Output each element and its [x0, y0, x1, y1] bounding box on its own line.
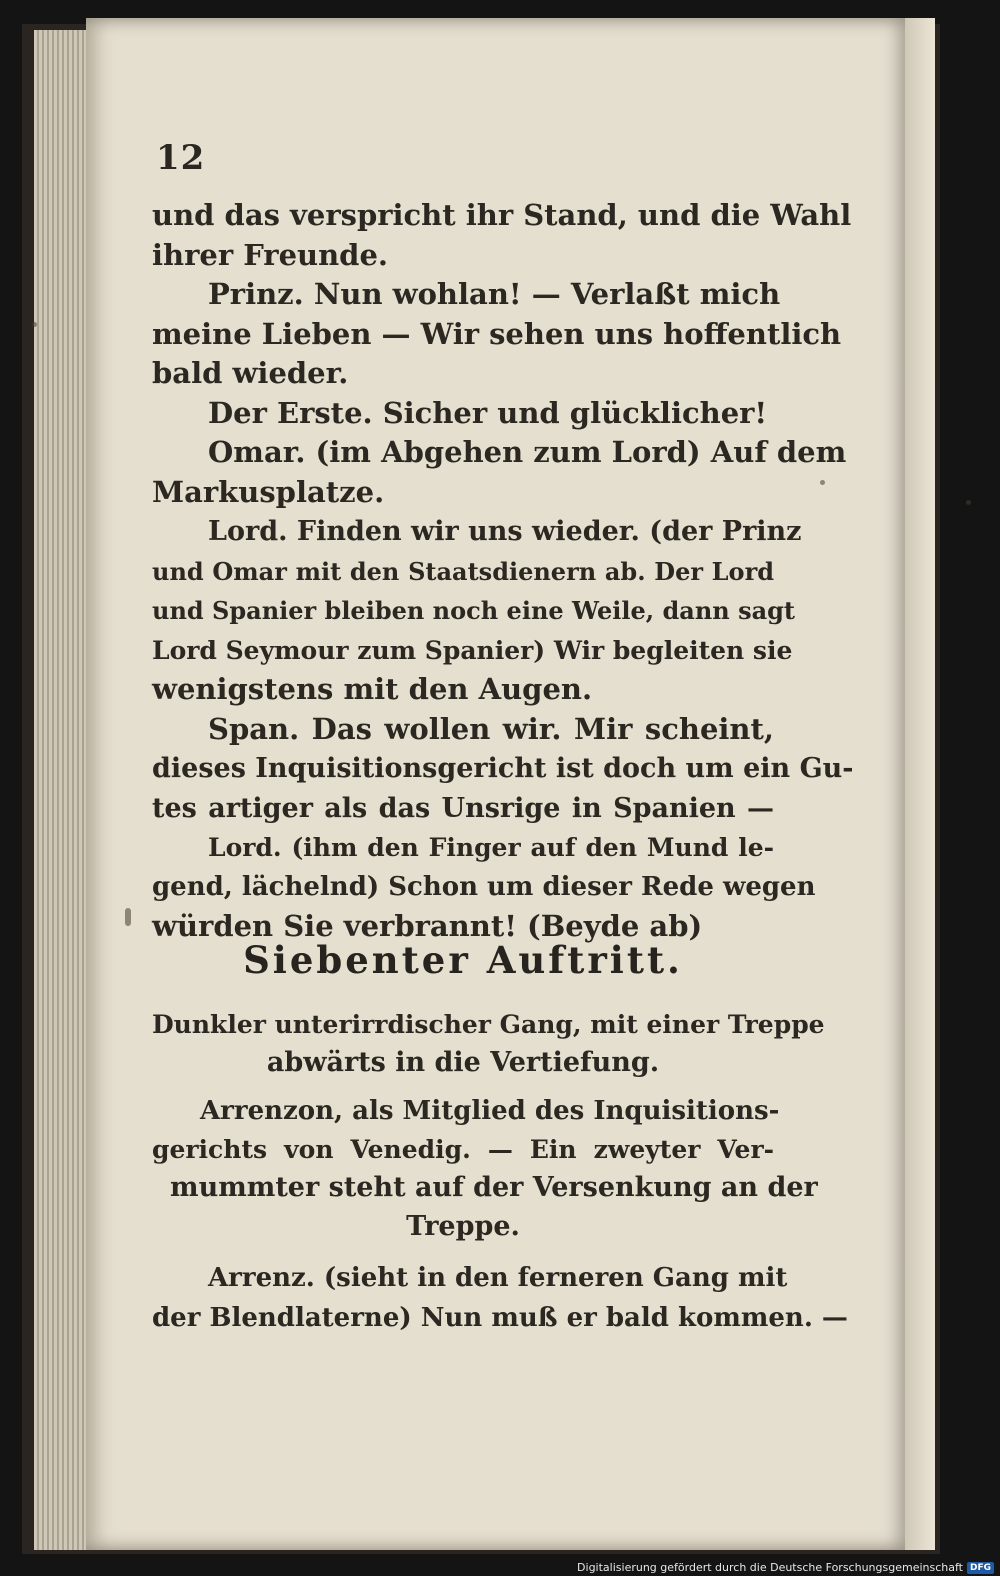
text-line: Lord Seymour zum Spanier) Wir begleiten sie	[152, 635, 793, 665]
digitization-credit	[577, 1561, 994, 1574]
text-line: gend, lächelnd) Schon um dieser Rede wegen	[152, 871, 816, 902]
text-line: und das verspricht ihr Stand, und die Wahl	[152, 198, 852, 232]
scene-description	[152, 1006, 825, 1082]
ink-spot	[820, 480, 825, 485]
text-line: Omar. (im Abgehen zum Lord) Auf dem	[208, 435, 847, 469]
text-line: würden Sie verbrannt! (Beyde ab)	[152, 909, 703, 943]
text-line: ihrer Freunde.	[152, 237, 389, 272]
dfg-logo: DFG	[967, 1562, 994, 1574]
text-line: der Blendlaterne) Nun muß er bald kommen. —	[152, 1303, 848, 1333]
text-line: gerichts von Venedig. — Ein zweyter Ver-	[152, 1134, 774, 1164]
text-line: und Omar mit den Staatsdienern ab. Der Lord	[152, 556, 774, 586]
text-line: Arrenz. (sieht in den ferneren Gang mit	[208, 1263, 788, 1293]
page-number: 12	[156, 138, 206, 178]
closing-text	[152, 1258, 848, 1338]
cast-list	[152, 1092, 818, 1246]
text-line: Arrenzon, als Mitglied des Inquisitions-	[200, 1096, 780, 1126]
text-line: Der Erste. Sicher und glücklicher!	[208, 395, 768, 430]
text-line: abwärts in die Vertiefung.	[266, 1047, 660, 1078]
text-line: bald wieder.	[152, 356, 349, 390]
text-line: Treppe.	[406, 1210, 520, 1242]
text-line: und Spanier bleiben noch eine Weile, dann sagt	[152, 596, 796, 625]
credit-text: Digitalisierung gefördert durch die Deutsche Forschungsgemeinschaft	[577, 1561, 963, 1574]
text-line: mummter steht auf der Versenkung an der	[170, 1172, 818, 1203]
text-line: Dunkler unterirrdischer Gang, mit einer Treppe	[152, 1010, 825, 1039]
text-line: Prinz. Nun wohlan! — Verlaßt mich	[208, 277, 781, 311]
text-line: Span. Das wollen wir. Mir scheint,	[208, 711, 774, 746]
text-line: wenigstens mit den Augen.	[152, 672, 593, 706]
page-fold-edge	[905, 18, 935, 1550]
ink-spot	[966, 500, 971, 505]
ink-spot	[125, 908, 131, 926]
text-line: dieses Inquisitionsgericht ist doch um ein Gu-	[152, 753, 854, 784]
text-line: Lord. Finden wir uns wieder. (der Prinz	[208, 516, 802, 547]
text-line: Markusplatze.	[152, 474, 385, 509]
text-line: Lord. (ihm den Finger auf den Mund le-	[208, 833, 774, 862]
text-line: meine Lieben — Wir sehen uns hoffentlich	[152, 316, 842, 351]
body-text	[152, 196, 854, 947]
scene-heading: Siebenter Auftritt.	[243, 938, 683, 982]
ink-spot	[32, 322, 37, 327]
text-line: tes artiger als das Unsrige in Spanien —	[152, 792, 774, 824]
